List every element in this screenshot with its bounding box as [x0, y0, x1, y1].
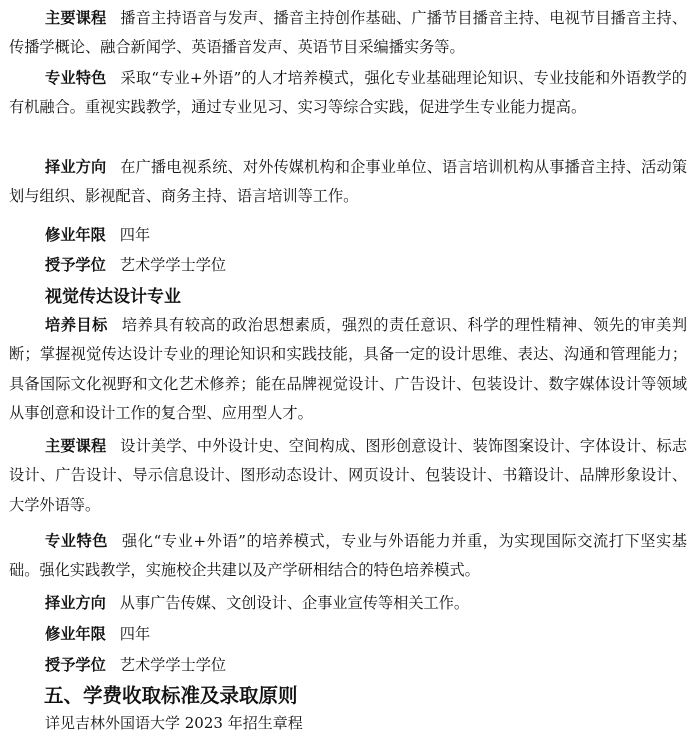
major2-features-paragraph	[9, 527, 687, 586]
major1-features-text: 采取“专业+外语”的人才培养模式，强化专业基础理论知识、专业技能和外语教学的有机融合。重视实践教学，通过专业见习、实习等综合实践，促进学生专业能力提高。	[9, 69, 687, 117]
major2-goals-text: 培养具有较高的政治思想素质，强烈的责任意识、科学的理性精神、领先的审美判断；掌握视觉传达设计专业的理论知识和实践技能，具备一定的设计思维、表达、沟通和管理能力；具备国际文化视野和文化艺术修养；能在品牌视觉设计、广告设计、包装设计、数字媒体设计等领域从事创意和设计工作的复合型、应用型人才。	[9, 316, 688, 422]
major2-features-label: 专业特色	[45, 532, 109, 550]
major1-career-text: 在广播电视系统、对外传媒机构和企事业单位、语言培训机构从事播音主持、活动策划与组织、影视配音、商务主持、语言培训等工作。	[9, 158, 687, 206]
major2-duration-label: 修业年限	[45, 625, 106, 643]
major1-duration-label: 修业年限	[45, 226, 106, 244]
major1-courses-label: 主要课程	[45, 9, 107, 27]
major2-duration-text: 四年	[119, 625, 151, 643]
section5-note: 详见吉林外国语大学 2023 年招生章程	[45, 714, 303, 732]
major2-career-text: 从事广告传媒、文创设计、企事业宣传等相关工作。	[119, 594, 470, 612]
major2-goals-paragraph	[9, 311, 687, 428]
major2-courses-text: 设计美学、中外设计史、空间构成、图形创意设计、装饰图案设计、字体设计、标志设计、广告设计、导示信息设计、图形动态设计、网页设计、包装设计、书籍设计、品牌形象设计、大学外语等。	[9, 437, 687, 514]
major2-courses-label: 主要课程	[45, 437, 107, 455]
major1-degree-text: 艺术学学士学位	[119, 256, 227, 274]
major1-degree-paragraph	[9, 251, 687, 280]
major2-career-paragraph	[9, 589, 687, 618]
section5-title: 五、学费收取标准及录取原则	[44, 684, 298, 707]
major2-goals-label: 培养目标	[45, 316, 108, 334]
major1-duration-paragraph	[9, 221, 687, 250]
major1-features-paragraph	[9, 64, 687, 123]
major1-career-label: 择业方向	[45, 158, 107, 176]
major2-courses-paragraph	[9, 432, 687, 520]
major1-degree-label: 授予学位	[45, 256, 106, 274]
major2-degree-paragraph	[9, 651, 687, 680]
major1-career-paragraph	[9, 153, 687, 212]
major2-title: 视觉传达设计专业	[45, 287, 181, 307]
major1-features-label: 专业特色	[45, 69, 107, 87]
major1-courses-text: 播音主持语音与发声、播音主持创作基础、广播节目播音主持、电视节目播音主持、传播学概论、融合新闻学、英语播音发声、英语节目采编播实务等。	[9, 9, 687, 57]
major2-duration-paragraph	[9, 620, 687, 649]
major2-degree-label: 授予学位	[45, 656, 106, 674]
major2-degree-text: 艺术学学士学位	[119, 656, 227, 674]
major2-features-text: 强化“专业+外语”的培养模式，专业与外语能力并重，为实现国际交流打下坚实基础。强化实践教学，实施校企共建以及产学研相结合的特色培养模式。	[9, 532, 687, 580]
major1-duration-text: 四年	[119, 226, 151, 244]
major1-courses-paragraph	[9, 4, 687, 63]
major2-career-label: 择业方向	[45, 594, 106, 612]
